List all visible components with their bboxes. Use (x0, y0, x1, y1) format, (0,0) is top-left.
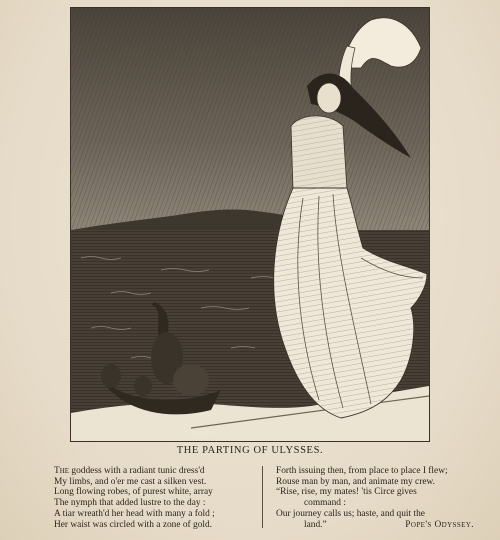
verse-line: My limbs, and o'er me cast a silken vest. (54, 476, 207, 487)
engraving-illustration (70, 7, 430, 442)
illustration-caption: THE PARTING OF ULYSSES. (176, 445, 324, 456)
engraving-scene (71, 8, 429, 441)
verse-line: command : (304, 498, 346, 509)
verse-line: Our journey calls us; haste, and quit the (276, 508, 425, 519)
verse-line: Her waist was circled with a zone of gold. (54, 519, 213, 530)
verse-line: “Rise, rise, my mates! 'tis Circe gives (276, 487, 417, 498)
verse-first-word: The (54, 466, 70, 476)
verse-line: Long flowing robes, of purest white, array (54, 487, 213, 498)
verse-line: The nymph that added lustre to the day : (54, 498, 206, 509)
verse-line: Rouse man by man, and animate my crew. (276, 476, 435, 487)
engraver-signature: SWAIN.SC (190, 432, 222, 437)
verse-left-column (54, 466, 244, 530)
verse-line: The goddess with a radiant tunic dress'd (54, 466, 205, 476)
verse-line: Forth issuing then, from place to place I flew; (276, 466, 448, 476)
verse-line: A tiar wreath'd her head with many a fold ; (54, 508, 215, 519)
verse-line: land.” Pope's Odyssey. (304, 519, 474, 530)
verse-right-column (276, 466, 474, 530)
verse-attribution: Pope's Odyssey. (405, 519, 474, 530)
column-divider (262, 466, 263, 528)
